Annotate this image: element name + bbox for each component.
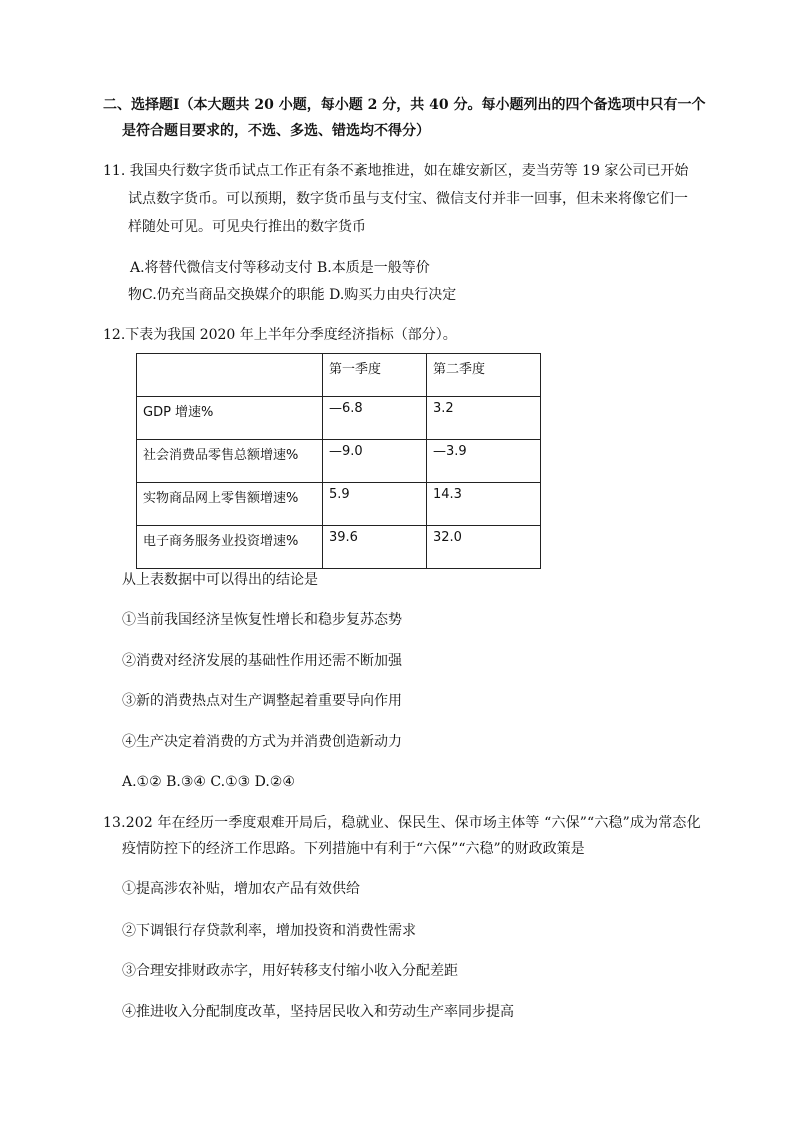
q12-statement-4: ④生产决定着消费的方式为并消费创造新动力 [122,734,402,750]
table-cell: GDP 增速% [137,397,323,440]
table-header-cell [137,354,323,397]
table-cell: 39.6 [323,526,427,569]
q12-intro: 12.下表为我国 2020 年上半年分季度经济指标（部分）。 [103,327,457,343]
q12-statement-2: ②消费对经济发展的基础性作用还需不断加强 [122,653,402,669]
table-cell: 3.2 [427,397,541,440]
q11-stem-line2: 试点数字货币。可以预期，数字货币虽与支付宝、微信支付并非一回事，但未来将像它们一 [128,191,688,207]
q13-statement-2: ②下调银行存贷款利率，增加投资和消费性需求 [122,923,416,939]
table-cell: 电子商务服务业投资增速% [137,526,323,569]
q11-stem-line3: 样随处可见。可见央行推出的数字货币 [128,219,366,235]
table-header-row [137,354,541,397]
q11-stem-line1: 11. 我国央行数字货币试点工作正有条不紊地推进，如在雄安新区，麦当劳等 19 家公司已开始 [103,163,689,179]
table-header-cell: 第二季度 [427,354,541,397]
q12-statement-1: ①当前我国经济呈恢复性增长和稳步复苏态势 [122,612,402,628]
table-cell: —6.8 [323,397,427,440]
q11-options-line1: A.将替代微信支付等移动支付 B.本质是一般等价 [130,260,430,276]
table-cell: —3.9 [427,440,541,483]
table-cell: 实物商品网上零售额增速% [137,483,323,526]
table-cell: —9.0 [323,440,427,483]
q13-statement-3: ③合理安排财政赤字，用好转移支付缩小收入分配差距 [122,963,458,979]
q11-options-line2: 物C.仍充当商品交换媒介的职能 D.购买力由央行决定 [128,287,457,303]
table-cell: 社会消费品零售总额增速% [137,440,323,483]
table-header-cell: 第一季度 [323,354,427,397]
section-heading-line2: 是符合题目要求的，不选、多选、错选均不得分） [122,123,430,139]
q12-prompt: 从上表数据中可以得出的结论是 [122,572,318,588]
table-cell: 5.9 [323,483,427,526]
table-row [137,483,541,526]
table-cell: 14.3 [427,483,541,526]
table-row [137,397,541,440]
q13-statement-1: ①提高涉农补贴，增加农产品有效供给 [122,881,360,897]
table-row [137,440,541,483]
q12-economic-table [136,353,541,569]
table-row [137,526,541,569]
table-cell: 32.0 [427,526,541,569]
q12-statement-3: ③新的消费热点对生产调整起着重要导向作用 [122,693,402,709]
q13-stem-line2: 疫情防控下的经济工作思路。下列措施中有利于“六保”“六稳”的财政政策是 [122,841,585,857]
section-heading-line1: 二、选择题Ⅰ（本大题共 20 小题，每小题 2 分，共 40 分。每小题列出的四个备选项中只有一个 [103,97,706,113]
q12-options: A.①② B.③④ C.①③ D.②④ [122,774,295,790]
q13-statement-4: ④推进收入分配制度改革，坚持居民收入和劳动生产率同步提高 [122,1004,514,1020]
q13-stem-line1: 13.202 年在经历一季度艰难开局后，稳就业、保民生、保市场主体等 “六保”“六稳”成为常态化 [103,815,701,831]
